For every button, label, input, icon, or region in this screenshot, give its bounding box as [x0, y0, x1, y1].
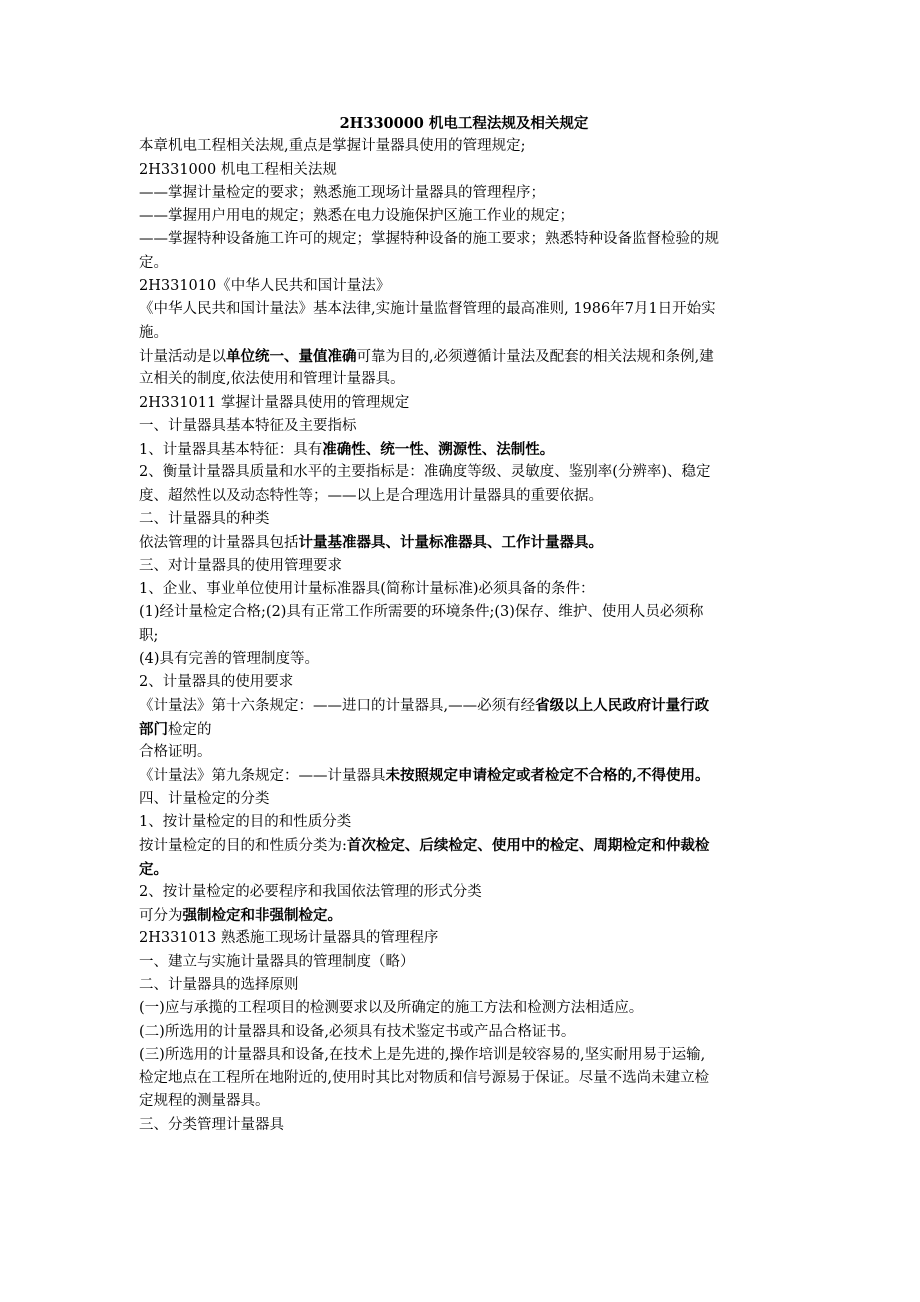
body-text: 二、计量器具的种类 [139, 511, 270, 528]
body-text: 《计量法》第九条规定：——计量器具 [139, 768, 386, 785]
body-text: 可靠为目的,必须遵循计量法及配套的相关法规和条例,建 [356, 348, 714, 365]
body-text: (1)经计量检定合格;(2)具有正常工作所需要的环境条件;(3)保存、维护、使用人员必须称 [139, 604, 704, 621]
body-text: 计量活动是以 [139, 348, 226, 365]
document-title: 2H330000 机电工程法规及相关规定 [339, 115, 589, 132]
body-text: 检定地点在工程所在地附近的,使用时其比对物质和信号源易于保证。尽量不选尚未建立检 [139, 1070, 710, 1087]
text-line [139, 298, 789, 321]
text-line [139, 694, 789, 717]
emphasis-text: 准确性、统一性、溯源性、法制性。 [322, 441, 555, 459]
body-text: 《计量法》第十六条规定：——进口的计量器具,——必须有经 [139, 698, 536, 715]
text-line [139, 927, 789, 950]
document-body [139, 112, 789, 1137]
text-line [139, 182, 789, 205]
emphasis-text: 首次检定、后续检定、使用中的检定、周期检定和仲裁检 [346, 837, 710, 855]
text-line [139, 1021, 789, 1044]
body-text: (三)所选用的计量器具和设备,在技术上是先进的,操作培训是较容易的,坚实耐用易于运输, [139, 1046, 706, 1063]
body-text: 度、超然性以及动态特性等；——以上是合理选用计量器具的重要依据。 [139, 487, 603, 504]
body-text: 2H331000 机电工程相关法规 [139, 161, 337, 178]
body-text: 四、计量检定的分类 [139, 790, 270, 807]
body-text: 定规程的测量器具。 [139, 1093, 270, 1110]
body-text: 本章机电工程相关法规,重点是掌握计量器具使用的管理规定; [139, 138, 526, 155]
body-text: 按计量检定的目的和性质分类为: [139, 838, 347, 855]
text-line [139, 508, 789, 531]
body-text: 2H331013 熟悉施工现场计量器具的管理程序 [139, 930, 439, 947]
text-line [139, 159, 789, 182]
text-line [139, 764, 789, 787]
text-line [139, 601, 789, 624]
text-line [139, 322, 789, 345]
body-text: (二)所选用的计量器具和设备,必须具有技术鉴定书或产品合格证书。 [139, 1023, 576, 1040]
body-text: 2、按计量检定的必要程序和我国依法管理的形式分类 [139, 883, 482, 900]
body-text: 1、计量器具基本特征：具有 [139, 442, 323, 459]
text-line [139, 1114, 789, 1137]
text-line [139, 438, 789, 461]
body-text: 施。 [139, 324, 168, 341]
body-text: 三、对计量器具的使用管理要求 [139, 557, 342, 574]
body-text: ——掌握用户用电的规定；熟悉在电力设施保护区施工作业的规定； [139, 208, 574, 225]
body-text: 2、计量器具的使用要求 [139, 674, 294, 691]
text-line [139, 648, 789, 671]
body-text: 一、建立与实施计量器具的管理制度（略） [139, 953, 415, 970]
text-line [139, 1090, 789, 1113]
text-line [139, 205, 789, 228]
body-text: 1、按计量检定的目的和性质分类 [139, 813, 352, 830]
text-line [139, 135, 789, 158]
text-line [139, 951, 789, 974]
text-line [139, 1044, 789, 1067]
body-text: 三、分类管理计量器具 [139, 1116, 284, 1133]
text-line [139, 415, 789, 438]
body-text: 2H331011 掌握计量器具使用的管理规定 [139, 394, 410, 411]
text-line [139, 904, 789, 927]
body-text: 《中华人民共和国计量法》基本法律,实施计量监督管理的最高准则, 1986年7月1日开始实 [139, 301, 716, 318]
text-line [139, 578, 789, 601]
emphasis-text: 未按照规定申请检定或者检定不合格的,不得使用。 [385, 767, 710, 785]
emphasis-text: 定。 [139, 860, 168, 878]
emphasis-text: 省级以上人民政府计量行政 [535, 697, 710, 715]
body-text: 1、企业、事业单位使用计量标准器具(简称计量标准)必须具备的条件： [139, 580, 595, 597]
body-text: 定。 [139, 254, 168, 271]
text-line [139, 997, 789, 1020]
text-line [139, 345, 789, 368]
body-text: 2H331010《中华人民共和国计量法》 [139, 278, 391, 295]
body-text: 二、计量器具的选择原则 [139, 976, 299, 993]
text-line [139, 1067, 789, 1090]
text-line [139, 461, 789, 484]
body-text: ——掌握特种设备施工许可的规定；掌握特种设备的施工要求；熟悉特种设备监督检验的规 [139, 231, 719, 248]
text-line [139, 671, 789, 694]
body-text: ——掌握计量检定的要求；熟悉施工现场计量器具的管理程序； [139, 184, 545, 201]
text-line [139, 811, 789, 834]
emphasis-text: 单位统一、量值准确 [226, 347, 357, 365]
text-line [139, 881, 789, 904]
text-line [139, 485, 789, 508]
emphasis-text: 强制检定和非强制检定。 [182, 907, 342, 925]
body-text: 合格证明。 [139, 744, 212, 761]
text-line [139, 368, 789, 391]
text-line [139, 275, 789, 298]
body-text: 2、衡量计量器具质量和水平的主要指标是：准确度等级、灵敏度、鉴别率(分辨率)、稳定 [139, 464, 711, 481]
text-line [139, 625, 789, 648]
body-text: (4)具有完善的管理制度等。 [139, 650, 320, 667]
document-lines [139, 135, 789, 1137]
emphasis-text: 计量基准器具、计量标准器具、工作计量器具。 [298, 534, 603, 552]
text-line [139, 834, 789, 857]
text-line [139, 531, 789, 554]
text-line [139, 392, 789, 415]
text-line [139, 788, 789, 811]
body-text: 依法管理的计量器具包括 [139, 535, 299, 552]
body-text: 检定的 [168, 721, 212, 738]
text-line [139, 252, 789, 275]
text-line [139, 555, 789, 578]
text-line [139, 741, 789, 764]
body-text: 可分为 [139, 908, 183, 925]
body-text: 一、计量器具基本特征及主要指标 [139, 417, 357, 434]
body-text: (一)应与承揽的工程项目的检测要求以及所确定的施工方法和检测方法相适应。 [139, 1000, 644, 1017]
emphasis-text: 部门 [139, 720, 168, 738]
text-line [139, 228, 789, 251]
text-line [139, 858, 789, 881]
body-text: 立相关的制度,依法使用和管理计量器具。 [139, 371, 405, 388]
text-line [139, 974, 789, 997]
body-text: 职; [139, 627, 159, 644]
text-line [139, 718, 789, 741]
